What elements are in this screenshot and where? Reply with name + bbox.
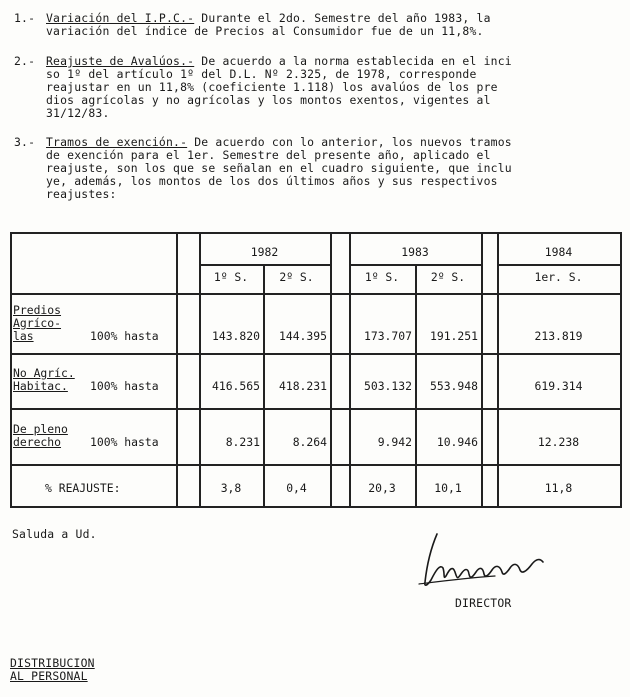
table-cell: 416.565 <box>211 379 260 393</box>
row-label-line: De pleno <box>13 422 68 436</box>
row-label-line: Predios <box>13 303 62 317</box>
item-1-line-0: Durante el 2do. Semestre del año 1983, la <box>194 11 491 25</box>
item-3-line-2: reajuste, son los que se señalan en el cuadro siguiente, que inclu <box>46 161 512 175</box>
reajuste-label: % REAJUSTE: <box>45 481 121 495</box>
row-qualifier: 100% hasta <box>90 435 159 449</box>
distribution-heading: DISTRIBUCION <box>10 656 95 670</box>
item-3-line-3: ye, además, los montos de los dos últimos años y sus respectivos <box>46 174 498 188</box>
table-cell: 619.314 <box>534 379 583 393</box>
item-1-heading: Variación del I.P.C.- <box>46 11 195 25</box>
item-2-number: 2.- <box>14 54 36 68</box>
reajuste-cell: 3,8 <box>220 481 242 495</box>
table-cell: 8.264 <box>292 435 327 449</box>
semester-header: 1er. S. <box>534 270 583 284</box>
item-3-line-1: de exención para el 1er. Semestre del presente año, aplicado el <box>46 148 491 162</box>
table-cell: 553.948 <box>429 379 478 393</box>
item-2-line-1: so 1º del artículo 1º del D.L. Nº 2.325, de 1978, corresponde <box>46 67 477 81</box>
closing-text: Saluda a Ud. <box>12 527 97 541</box>
reajuste-cell: 0,4 <box>286 481 307 495</box>
semester-header: 2º S. <box>279 270 314 284</box>
item-1-number: 1.- <box>14 11 36 25</box>
row-label-line: No Agríc. <box>13 366 75 380</box>
item-1-line-1: variación del índice de Precios al Consumidor fue de un 11,8%. <box>46 24 484 38</box>
table-cell: 8.231 <box>225 435 260 449</box>
year-header-1984: 1984 <box>544 245 573 259</box>
semester-header: 1º S. <box>364 270 400 284</box>
table-cell: 143.820 <box>211 329 260 343</box>
table-cell: 191.251 <box>429 329 478 343</box>
signature <box>405 526 555 596</box>
semester-header: 2º S. <box>430 270 466 284</box>
year-header-1983: 1983 <box>401 245 429 259</box>
item-2-line-4: 31/12/83. <box>46 106 110 120</box>
distribution-recipient: AL PERSONAL <box>10 669 88 683</box>
table-cell: 9.942 <box>377 435 412 449</box>
table-cell: 12.238 <box>537 435 580 449</box>
row-qualifier: 100% hasta <box>90 379 159 393</box>
semester-header: 1º S. <box>213 270 249 284</box>
table-cell: 10.946 <box>436 435 478 449</box>
item-2-heading: Reajuste de Avalúos.- <box>46 54 195 68</box>
item-2-line-3: dios agrícolas y no agrícolas y los montos exentos, vigentes al <box>46 93 491 107</box>
row-label-line: las <box>13 329 34 343</box>
reajuste-cell: 11,8 <box>544 481 573 495</box>
item-3-heading: Tramos de exención.- <box>46 135 188 149</box>
reajuste-cell: 10,1 <box>434 481 462 495</box>
row-label-line: Agríco- <box>13 316 62 330</box>
item-2-line-2: reajustar en un 11,8% (coeficiente 1.118) los avalúos de los pre <box>46 80 498 94</box>
item-3-line-0: De acuerdo con lo anterior, los nuevos tramos <box>187 135 512 149</box>
item-2-line-0: De acuerdo a la norma establecida en el inci <box>194 54 512 68</box>
row-qualifier: 100% hasta <box>90 329 159 343</box>
row-label-line: Habitac. <box>13 379 68 393</box>
item-3-number: 3.- <box>14 135 36 149</box>
table-cell: 173.707 <box>363 329 412 343</box>
signature-title: DIRECTOR <box>455 596 512 610</box>
table-cell: 213.819 <box>534 329 583 343</box>
year-header-1982: 1982 <box>250 245 279 259</box>
reajuste-cell: 20,3 <box>368 481 396 495</box>
table-cell: 418.231 <box>278 379 327 393</box>
table-cell: 503.132 <box>363 379 412 393</box>
row-label-line: derecho <box>13 435 62 449</box>
item-3-line-4: reajustes: <box>46 187 117 201</box>
table-cell: 144.395 <box>278 329 327 343</box>
